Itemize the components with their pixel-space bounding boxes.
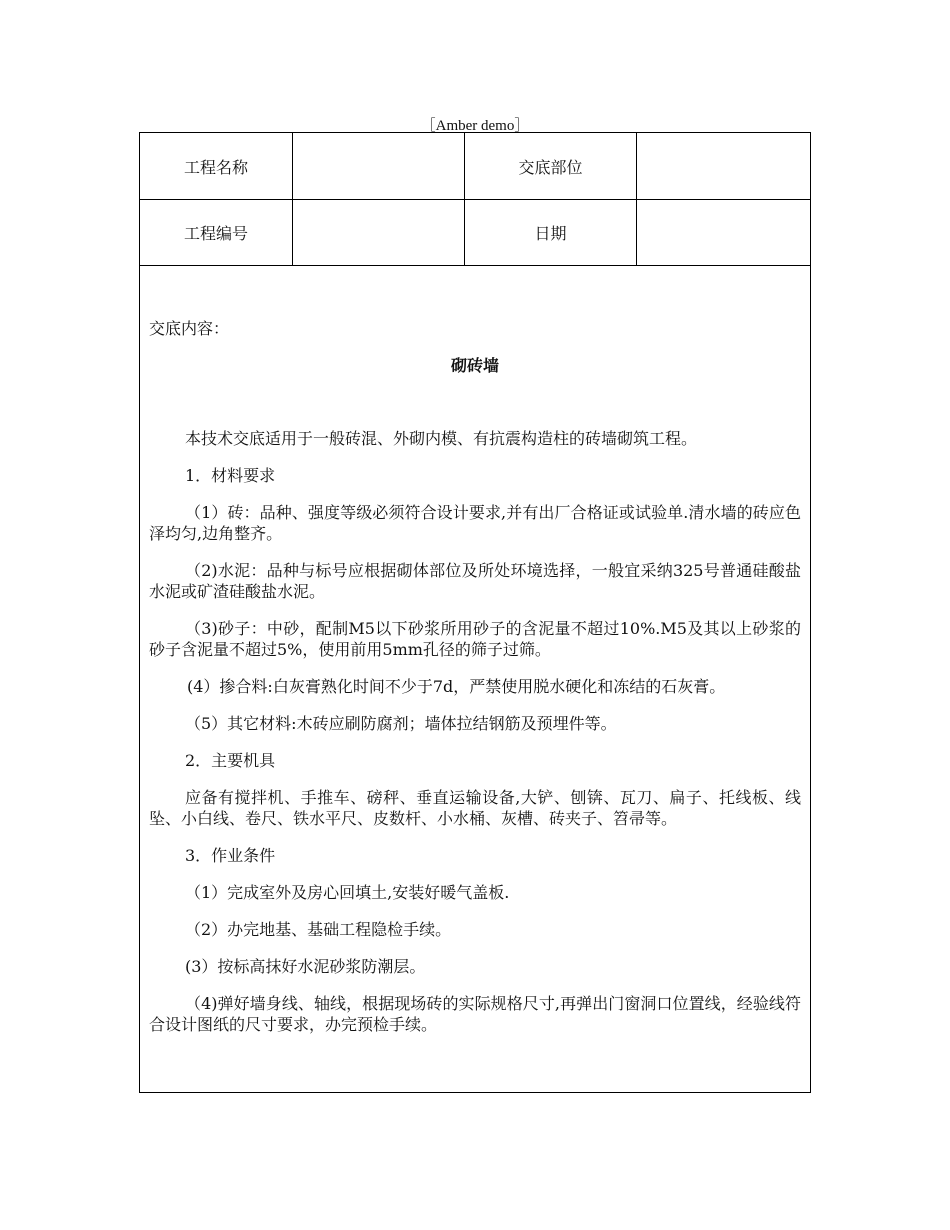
project-name-field[interactable] (293, 133, 465, 199)
paragraph-item: 应备有搅拌机、手推车、磅秤、垂直运输设备,大铲、刨锛、瓦刀、扁子、托线板、线坠、小白线、卷尺、铁水平尺、皮数杆、小水桶、灰槽、砖夹子、笤帚等。 (149, 788, 801, 828)
info-row-2 (140, 199, 810, 266)
paragraph-item: (4）掺合料:白灰膏熟化时间不少于7d，严禁使用脱水硬化和冻结的石灰膏。 (187, 677, 726, 696)
part-label: 交底部位 (465, 133, 637, 199)
content-label: 交底内容： (149, 319, 230, 338)
disclosure-form (139, 132, 811, 1093)
section-heading-tools: 2．主要机具 (185, 751, 276, 770)
header-note: ［Amber demo］ (420, 118, 530, 134)
date-label: 日期 (465, 199, 637, 265)
paragraph-item: （5）其它材料:木砖应刷防腐剂；墙体拉结钢筋及预埋件等。 (185, 714, 617, 733)
project-no-label: 工程编号 (140, 199, 293, 265)
paragraph-item: （1）完成室外及房心回填土,安装好暖气盖板. (185, 883, 510, 902)
paragraph-item: （4)弹好墙身线、轴线，根据现场砖的实际规格尺寸,再弹出门窗洞口位置线，经验线符合设计图纸的尺寸要求，办完预检手续。 (149, 994, 801, 1034)
paragraph-item: （2)水泥：品种与标号应根据砌体部位及所处环境选择，一般宜采纳325号普通硅酸盐水泥或矿渣硅酸盐水泥。 (149, 561, 801, 601)
section-heading-conditions: 3．作业条件 (185, 846, 276, 865)
section-heading-materials: 1．材料要求 (185, 466, 276, 485)
project-name-label: 工程名称 (140, 133, 293, 199)
disclosure-content (149, 318, 801, 1051)
paragraph-item: （2）办完地基、基础工程隐检手续。 (185, 920, 452, 939)
info-row-1 (140, 133, 810, 200)
paragraph-intro: 本技术交底适用于一般砖混、外砌内模、有抗震构造柱的砖墙砌筑工程。 (185, 429, 698, 448)
paragraph-item: （1）砖：品种、强度等级必须符合设计要求,并有出厂合格证或试验单.清水墙的砖应色泽均匀,边角整齐。 (149, 503, 801, 543)
project-no-field[interactable] (293, 199, 465, 265)
date-field[interactable] (637, 199, 810, 265)
paragraph-item: （3)砂子：中砂，配制M5以下砂浆所用砂子的含泥量不超过10%.M5及其以上砂浆的砂子含泥量不超过5%，使用前用5mm孔径的筛子过筛。 (149, 619, 801, 659)
content-title: 砌砖墙 (450, 356, 499, 375)
part-field[interactable] (637, 133, 810, 199)
paragraph-item: (3）按标高抹好水泥砂浆防潮层。 (185, 957, 426, 976)
